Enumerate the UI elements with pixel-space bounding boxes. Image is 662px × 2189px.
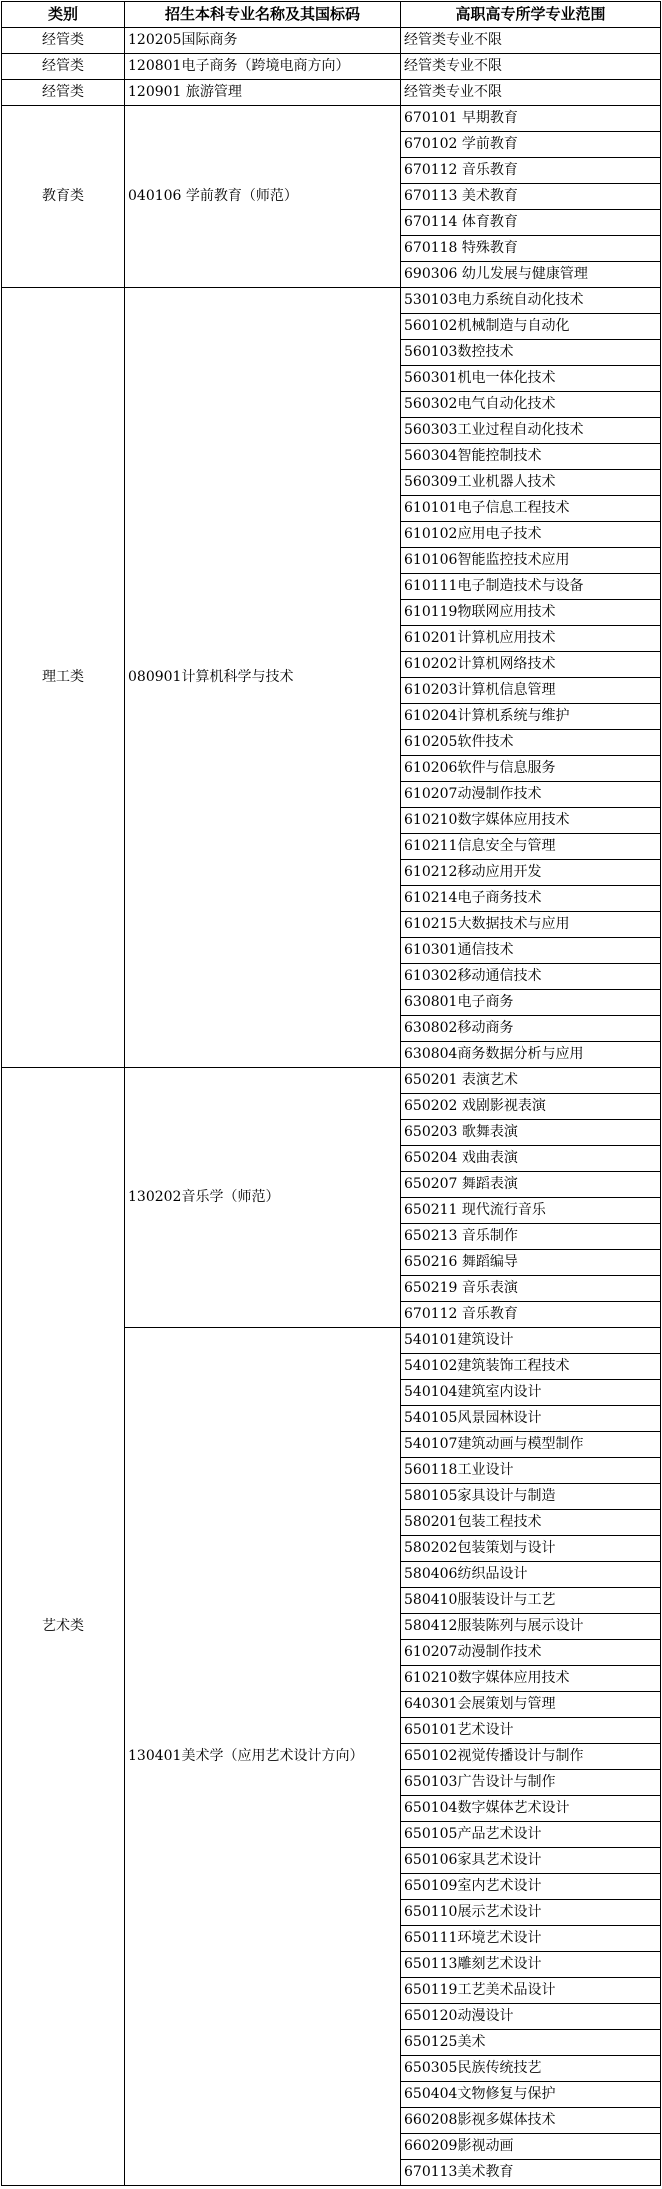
scope-cell: 650207 舞蹈表演 xyxy=(401,1172,661,1198)
scope-cell: 580202包装策划与设计 xyxy=(401,1536,661,1562)
header-row xyxy=(2,2,661,28)
major-cell: 040106 学前教育（师范） xyxy=(125,106,401,288)
scope-cell: 610302移动通信技术 xyxy=(401,964,661,990)
category-cell: 艺术类 xyxy=(2,1068,125,2186)
scope-cell: 560103数控技术 xyxy=(401,340,661,366)
category-cell: 经管类 xyxy=(2,54,125,80)
scope-cell: 610119物联网应用技术 xyxy=(401,600,661,626)
category-cell: 经管类 xyxy=(2,80,125,106)
scope-cell: 650110展示艺术设计 xyxy=(401,1900,661,1926)
scope-cell: 650103广告设计与制作 xyxy=(401,1770,661,1796)
scope-cell: 560118工业设计 xyxy=(401,1458,661,1484)
scope-cell: 650219 音乐表演 xyxy=(401,1276,661,1302)
scope-cell: 540107建筑动画与模型制作 xyxy=(401,1432,661,1458)
category-cell: 教育类 xyxy=(2,106,125,288)
scope-cell: 650111环境艺术设计 xyxy=(401,1926,661,1952)
scope-cell: 580105家具设计与制造 xyxy=(401,1484,661,1510)
scope-cell: 610202计算机网络技术 xyxy=(401,652,661,678)
scope-cell: 650211 现代流行音乐 xyxy=(401,1198,661,1224)
scope-cell: 610210数字媒体应用技术 xyxy=(401,808,661,834)
table-row xyxy=(2,28,661,54)
scope-cell: 610206软件与信息服务 xyxy=(401,756,661,782)
scope-cell: 610211信息安全与管理 xyxy=(401,834,661,860)
major-cell: 120901 旅游管理 xyxy=(125,80,401,106)
scope-cell: 经管类专业不限 xyxy=(401,54,661,80)
scope-cell: 650104数字媒体艺术设计 xyxy=(401,1796,661,1822)
scope-cell: 650213 音乐制作 xyxy=(401,1224,661,1250)
table-row xyxy=(2,288,661,314)
scope-cell: 经管类专业不限 xyxy=(401,80,661,106)
scope-cell: 670114 体育教育 xyxy=(401,210,661,236)
major-cell: 130202音乐学（师范） xyxy=(125,1068,401,1328)
scope-cell: 650125美术 xyxy=(401,2030,661,2056)
scope-cell: 650102视觉传播设计与制作 xyxy=(401,1744,661,1770)
scope-cell: 610203计算机信息管理 xyxy=(401,678,661,704)
scope-cell: 560303工业过程自动化技术 xyxy=(401,418,661,444)
table-row xyxy=(2,106,661,132)
scope-cell: 630802移动商务 xyxy=(401,1016,661,1042)
header-vocational-scope: 高职高专所学专业范围 xyxy=(401,2,661,28)
scope-cell: 560304智能控制技术 xyxy=(401,444,661,470)
scope-cell: 670112 音乐教育 xyxy=(401,1302,661,1328)
scope-cell: 690306 幼儿发展与健康管理 xyxy=(401,262,661,288)
scope-cell: 650216 舞蹈编导 xyxy=(401,1250,661,1276)
scope-cell: 580412服装陈列与展示设计 xyxy=(401,1614,661,1640)
scope-cell: 610207动漫制作技术 xyxy=(401,782,661,808)
scope-cell: 650106家具艺术设计 xyxy=(401,1848,661,1874)
major-cell: 120205国际商务 xyxy=(125,28,401,54)
scope-cell: 610111电子制造技术与设备 xyxy=(401,574,661,600)
scope-cell: 670101 早期教育 xyxy=(401,106,661,132)
scope-cell: 610215大数据技术与应用 xyxy=(401,912,661,938)
scope-cell: 610101电子信息工程技术 xyxy=(401,496,661,522)
header-category: 类别 xyxy=(2,2,125,28)
scope-cell: 660209影视动画 xyxy=(401,2134,661,2160)
scope-cell: 560309工业机器人技术 xyxy=(401,470,661,496)
scope-cell: 630804商务数据分析与应用 xyxy=(401,1042,661,1068)
scope-cell: 经管类专业不限 xyxy=(401,28,661,54)
scope-cell: 650204 戏曲表演 xyxy=(401,1146,661,1172)
table-body xyxy=(2,28,661,2186)
scope-cell: 610210数字媒体应用技术 xyxy=(401,1666,661,1692)
category-cell: 经管类 xyxy=(2,28,125,54)
scope-cell: 650120动漫设计 xyxy=(401,2004,661,2030)
scope-cell: 650109室内艺术设计 xyxy=(401,1874,661,1900)
major-cell: 120801电子商务（跨境电商方向） xyxy=(125,54,401,80)
scope-cell: 580406纺织品设计 xyxy=(401,1562,661,1588)
scope-cell: 650201 表演艺术 xyxy=(401,1068,661,1094)
table-row xyxy=(2,54,661,80)
scope-cell: 660208影视多媒体技术 xyxy=(401,2108,661,2134)
table-row xyxy=(2,80,661,106)
scope-cell: 530103电力系统自动化技术 xyxy=(401,288,661,314)
scope-cell: 560102机械制造与自动化 xyxy=(401,314,661,340)
scope-cell: 650202 戏剧影视表演 xyxy=(401,1094,661,1120)
scope-cell: 610214电子商务技术 xyxy=(401,886,661,912)
scope-cell: 580410服装设计与工艺 xyxy=(401,1588,661,1614)
major-cell: 130401美术学（应用艺术设计方向） xyxy=(125,1328,401,2186)
scope-cell: 650113雕刻艺术设计 xyxy=(401,1952,661,1978)
header-undergrad-major: 招生本科专业名称及其国标码 xyxy=(125,2,401,28)
scope-cell: 610204计算机系统与维护 xyxy=(401,704,661,730)
scope-cell: 670102 学前教育 xyxy=(401,132,661,158)
scope-cell: 650119工艺美术品设计 xyxy=(401,1978,661,2004)
scope-cell: 610301通信技术 xyxy=(401,938,661,964)
scope-cell: 560302电气自动化技术 xyxy=(401,392,661,418)
scope-cell: 670118 特殊教育 xyxy=(401,236,661,262)
scope-cell: 540104建筑室内设计 xyxy=(401,1380,661,1406)
scope-cell: 670112 音乐教育 xyxy=(401,158,661,184)
scope-cell: 650101艺术设计 xyxy=(401,1718,661,1744)
scope-cell: 610212移动应用开发 xyxy=(401,860,661,886)
scope-cell: 610201计算机应用技术 xyxy=(401,626,661,652)
scope-cell: 610205软件技术 xyxy=(401,730,661,756)
major-cell: 080901计算机科学与技术 xyxy=(125,288,401,1068)
scope-cell: 650305民族传统技艺 xyxy=(401,2056,661,2082)
majors-table xyxy=(1,1,661,2186)
scope-cell: 650105产品艺术设计 xyxy=(401,1822,661,1848)
scope-cell: 650203 歌舞表演 xyxy=(401,1120,661,1146)
scope-cell: 630801电子商务 xyxy=(401,990,661,1016)
scope-cell: 540105风景园林设计 xyxy=(401,1406,661,1432)
category-cell: 理工类 xyxy=(2,288,125,1068)
scope-cell: 610106智能监控技术应用 xyxy=(401,548,661,574)
scope-cell: 640301会展策划与管理 xyxy=(401,1692,661,1718)
scope-cell: 560301机电一体化技术 xyxy=(401,366,661,392)
scope-cell: 670113美术教育 xyxy=(401,2160,661,2186)
scope-cell: 670113 美术教育 xyxy=(401,184,661,210)
scope-cell: 610102应用电子技术 xyxy=(401,522,661,548)
scope-cell: 540102建筑装饰工程技术 xyxy=(401,1354,661,1380)
scope-cell: 540101建筑设计 xyxy=(401,1328,661,1354)
scope-cell: 650404文物修复与保护 xyxy=(401,2082,661,2108)
scope-cell: 610207动漫制作技术 xyxy=(401,1640,661,1666)
scope-cell: 580201包装工程技术 xyxy=(401,1510,661,1536)
table-row xyxy=(2,1068,661,1094)
